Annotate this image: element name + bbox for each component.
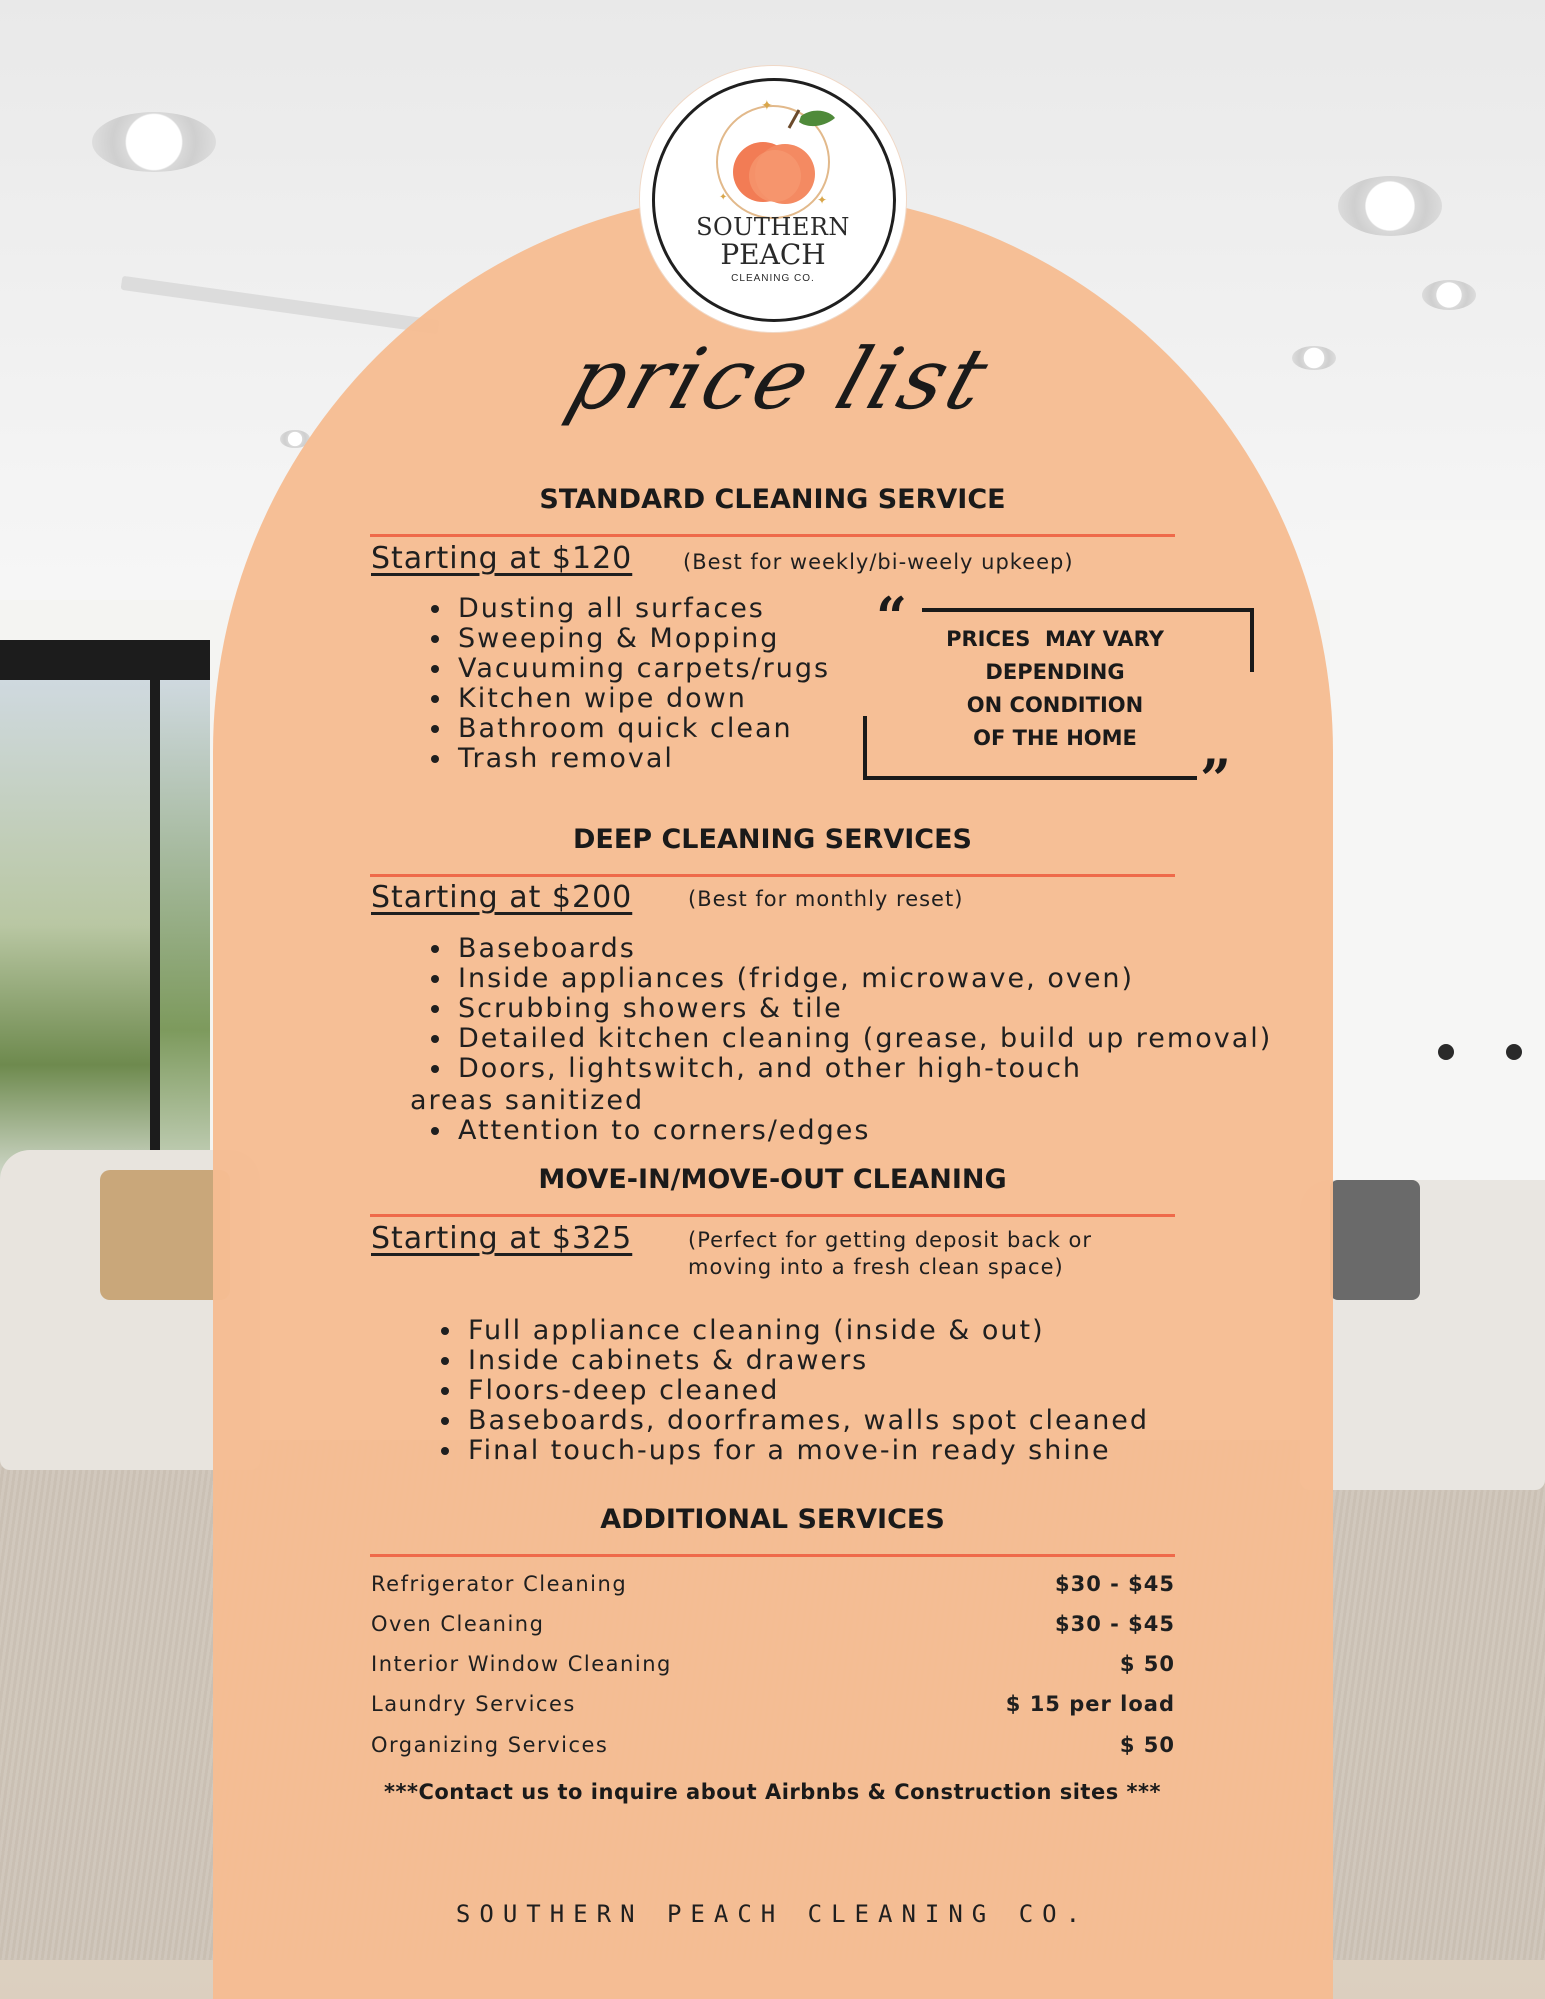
service-row (371, 1612, 1175, 1642)
logo-text-southern: SOUTHERN (696, 213, 850, 241)
move-note-line: (Perfect for getting deposit back or (688, 1228, 1093, 1252)
ceiling-light (1422, 280, 1476, 310)
ceiling-light (1338, 176, 1442, 236)
list-item: • Floors-deep cleaned (464, 1376, 1149, 1406)
deep-list (418, 934, 1272, 1084)
disclaimer-line: ON CONDITION (966, 693, 1144, 717)
wall-knob (1506, 1044, 1522, 1060)
disclaimer-line: PRICES MAY VARY (946, 627, 1164, 651)
price-list-heading: price list (556, 330, 1004, 428)
move-note (688, 1227, 1092, 1281)
list-item: • Attention to corners/edges (454, 1116, 870, 1146)
service-price: $ 15 per load (1005, 1692, 1175, 1716)
standard-note: (Best for weekly/bi-weely upkeep) (683, 550, 1074, 574)
price-disclaimer (905, 623, 1205, 755)
close-quote-icon: ” (1200, 747, 1232, 811)
service-price: $30 - $45 (1054, 1612, 1175, 1636)
section-divider (370, 1214, 1175, 1217)
wall-knob (1438, 1044, 1454, 1060)
deep-starting-price: Starting at $200 (371, 880, 633, 915)
logo-text-peach: PEACH (720, 238, 826, 271)
additional-section-title: ADDITIONAL SERVICES (600, 1504, 945, 1535)
ceiling-light (1292, 346, 1336, 370)
list-item: • Baseboards (454, 934, 1272, 964)
brand-logo (640, 66, 906, 332)
service-name: Oven Cleaning (371, 1612, 545, 1636)
service-price: $ 50 (1119, 1733, 1175, 1757)
ceiling-light (92, 112, 216, 172)
service-row (371, 1692, 1175, 1722)
service-price: $30 - $45 (1054, 1572, 1175, 1596)
logo-text-cleaning-co: CLEANING CO. (731, 273, 815, 284)
deep-list-wrap: areas sanitized (410, 1085, 645, 1116)
contact-note: ***Contact us to inquire about Airbnbs & Construction sites *** (384, 1780, 1161, 1804)
arch-panel (213, 192, 1333, 1999)
move-note-line: moving into a fresh clean space) (688, 1255, 1064, 1279)
standard-starting-price: Starting at $120 (371, 541, 633, 576)
section-divider (370, 1554, 1175, 1557)
footer-brand: SOUTHERN PEACH CLEANING CO. (455, 1900, 1090, 1928)
list-item: • Detailed kitchen cleaning (grease, build up removal) (454, 1024, 1272, 1054)
deep-note: (Best for monthly reset) (688, 887, 964, 911)
service-name: Interior Window Cleaning (371, 1652, 672, 1676)
list-item: • Bathroom quick clean (454, 714, 830, 744)
service-name: Refrigerator Cleaning (371, 1572, 628, 1596)
move-section-title: MOVE-IN/MOVE-OUT CLEANING (538, 1164, 1007, 1195)
list-item: • Vacuuming carpets/rugs (454, 654, 830, 684)
svg-text:✦: ✦ (719, 192, 728, 203)
standard-list (418, 594, 830, 774)
list-item: • Final touch-ups for a move-in ready shine (464, 1436, 1149, 1466)
list-item: • Scrubbing showers & tile (454, 994, 1272, 1024)
disclaimer-line: DEPENDING (985, 660, 1125, 684)
service-price: $ 50 (1119, 1652, 1175, 1676)
pillow (100, 1170, 230, 1300)
service-row (371, 1572, 1175, 1602)
pillow (1330, 1180, 1420, 1300)
service-row (371, 1733, 1175, 1763)
deep-section-title: DEEP CLEANING SERVICES (573, 824, 972, 855)
list-item: • Baseboards, doorframes, walls spot cleaned (464, 1406, 1149, 1436)
deep-list-last (418, 1116, 870, 1146)
list-item: • Doors, lightswitch, and other high-touch (454, 1054, 1272, 1084)
list-item: • Dusting all surfaces (454, 594, 830, 624)
service-name: Organizing Services (371, 1733, 609, 1757)
section-divider (370, 874, 1175, 877)
open-quote-icon: “ (876, 585, 908, 649)
move-list (428, 1316, 1149, 1466)
list-item: • Full appliance cleaning (inside & out) (464, 1316, 1149, 1346)
move-starting-price: Starting at $325 (371, 1221, 633, 1256)
svg-text:✦: ✦ (817, 193, 828, 207)
list-item: • Trash removal (454, 744, 830, 774)
list-item: • Kitchen wipe down (454, 684, 830, 714)
list-item: • Inside appliances (fridge, microwave, oven) (454, 964, 1272, 994)
disclaimer-line: OF THE HOME (973, 726, 1137, 750)
service-row (371, 1652, 1175, 1682)
list-item: • Inside cabinets & drawers (464, 1346, 1149, 1376)
svg-text:✦: ✦ (761, 98, 773, 114)
list-item: • Sweeping & Mopping (454, 624, 830, 654)
section-divider (370, 534, 1175, 537)
standard-section-title: STANDARD CLEANING SERVICE (539, 484, 1006, 515)
service-name: Laundry Services (371, 1692, 576, 1716)
